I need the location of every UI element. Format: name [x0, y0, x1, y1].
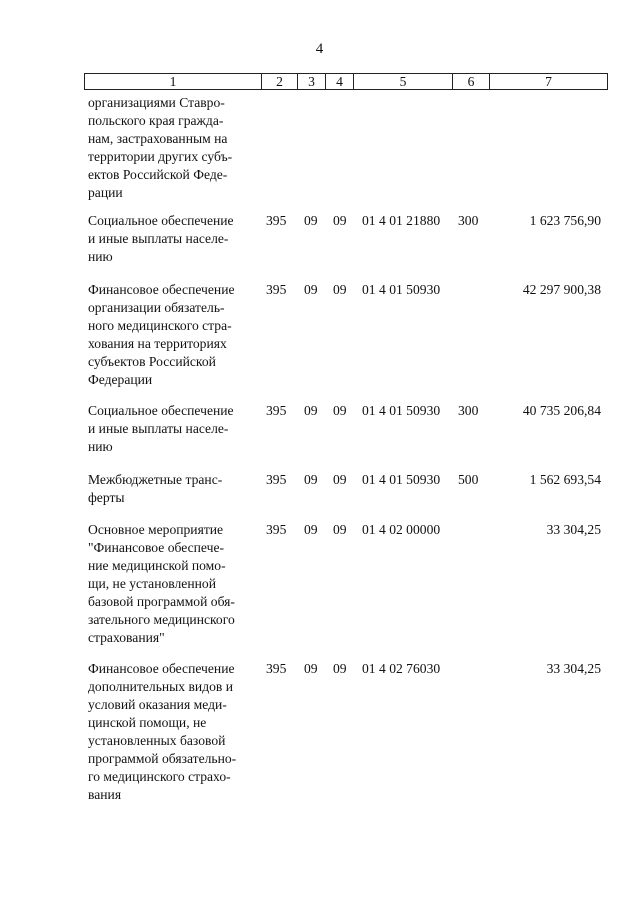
row-name: Основное мероприятие "Финансовое обеспече- ние медицинской помо- щи, не установленной базовой программой обя- зательного медицинского страхования" [88, 522, 235, 645]
header-col-3: 3 [298, 74, 326, 90]
table-header [84, 73, 608, 90]
row-admin-code: 395 [266, 472, 287, 487]
header-col-7: 7 [490, 74, 608, 90]
row-name: организациями Ставро- польского края гражда- нам, застрахованным на территории других субъ- ектов Российской Феде- рации [88, 95, 233, 200]
row-name: Финансовое обеспечение организации обязатель- ного медицинского стра- хования на территориях субъектов Российской Федерации [88, 282, 235, 387]
header-col-6: 6 [453, 74, 490, 90]
page-number: 4 [315, 41, 324, 57]
row-amount: 40 735 206,84 [522, 403, 601, 418]
row-target-code: 01 4 02 00000 [362, 522, 441, 537]
row-section: 09 [304, 661, 318, 676]
row-admin-code: 395 [266, 282, 287, 297]
row-name: Социальное обеспечение и иные выплаты населе- нию [88, 213, 234, 264]
row-admin-code: 395 [266, 213, 287, 228]
header-col-2: 2 [262, 74, 298, 90]
row-amount: 1 562 693,54 [529, 472, 601, 487]
header-col-5: 5 [354, 74, 453, 90]
row-amount: 33 304,25 [546, 661, 601, 676]
row-target-code: 01 4 01 50930 [362, 403, 441, 418]
header-col-4: 4 [326, 74, 354, 90]
row-subsection: 09 [333, 472, 347, 487]
row-expense-type: 300 [458, 213, 479, 228]
row-subsection: 09 [333, 403, 347, 418]
row-admin-code: 395 [266, 522, 287, 537]
row-subsection: 09 [333, 522, 347, 537]
header-col-1: 1 [85, 74, 262, 90]
row-target-code: 01 4 01 21880 [362, 213, 441, 228]
row-target-code: 01 4 01 50930 [362, 282, 441, 297]
row-expense-type: 500 [458, 472, 479, 487]
row-amount: 1 623 756,90 [529, 213, 601, 228]
row-amount: 42 297 900,38 [522, 282, 601, 297]
row-section: 09 [304, 213, 318, 228]
row-section: 09 [304, 282, 318, 297]
row-expense-type: 300 [458, 403, 479, 418]
row-name: Межбюджетные транс- ферты [88, 472, 223, 505]
row-name: Финансовое обеспечение дополнительных видов и условий оказания меди- цинской помощи, не установленных базовой программой обязательно- го медицинского страхо- вания [88, 661, 237, 802]
row-target-code: 01 4 01 50930 [362, 472, 441, 487]
row-target-code: 01 4 02 76030 [362, 661, 441, 676]
row-name: Социальное обеспечение и иные выплаты населе- нию [88, 403, 234, 454]
row-admin-code: 395 [266, 661, 287, 676]
row-section: 09 [304, 522, 318, 537]
row-section: 09 [304, 403, 318, 418]
row-section: 09 [304, 472, 318, 487]
row-subsection: 09 [333, 213, 347, 228]
row-admin-code: 395 [266, 403, 287, 418]
row-subsection: 09 [333, 282, 347, 297]
row-subsection: 09 [333, 661, 347, 676]
row-amount: 33 304,25 [546, 522, 601, 537]
